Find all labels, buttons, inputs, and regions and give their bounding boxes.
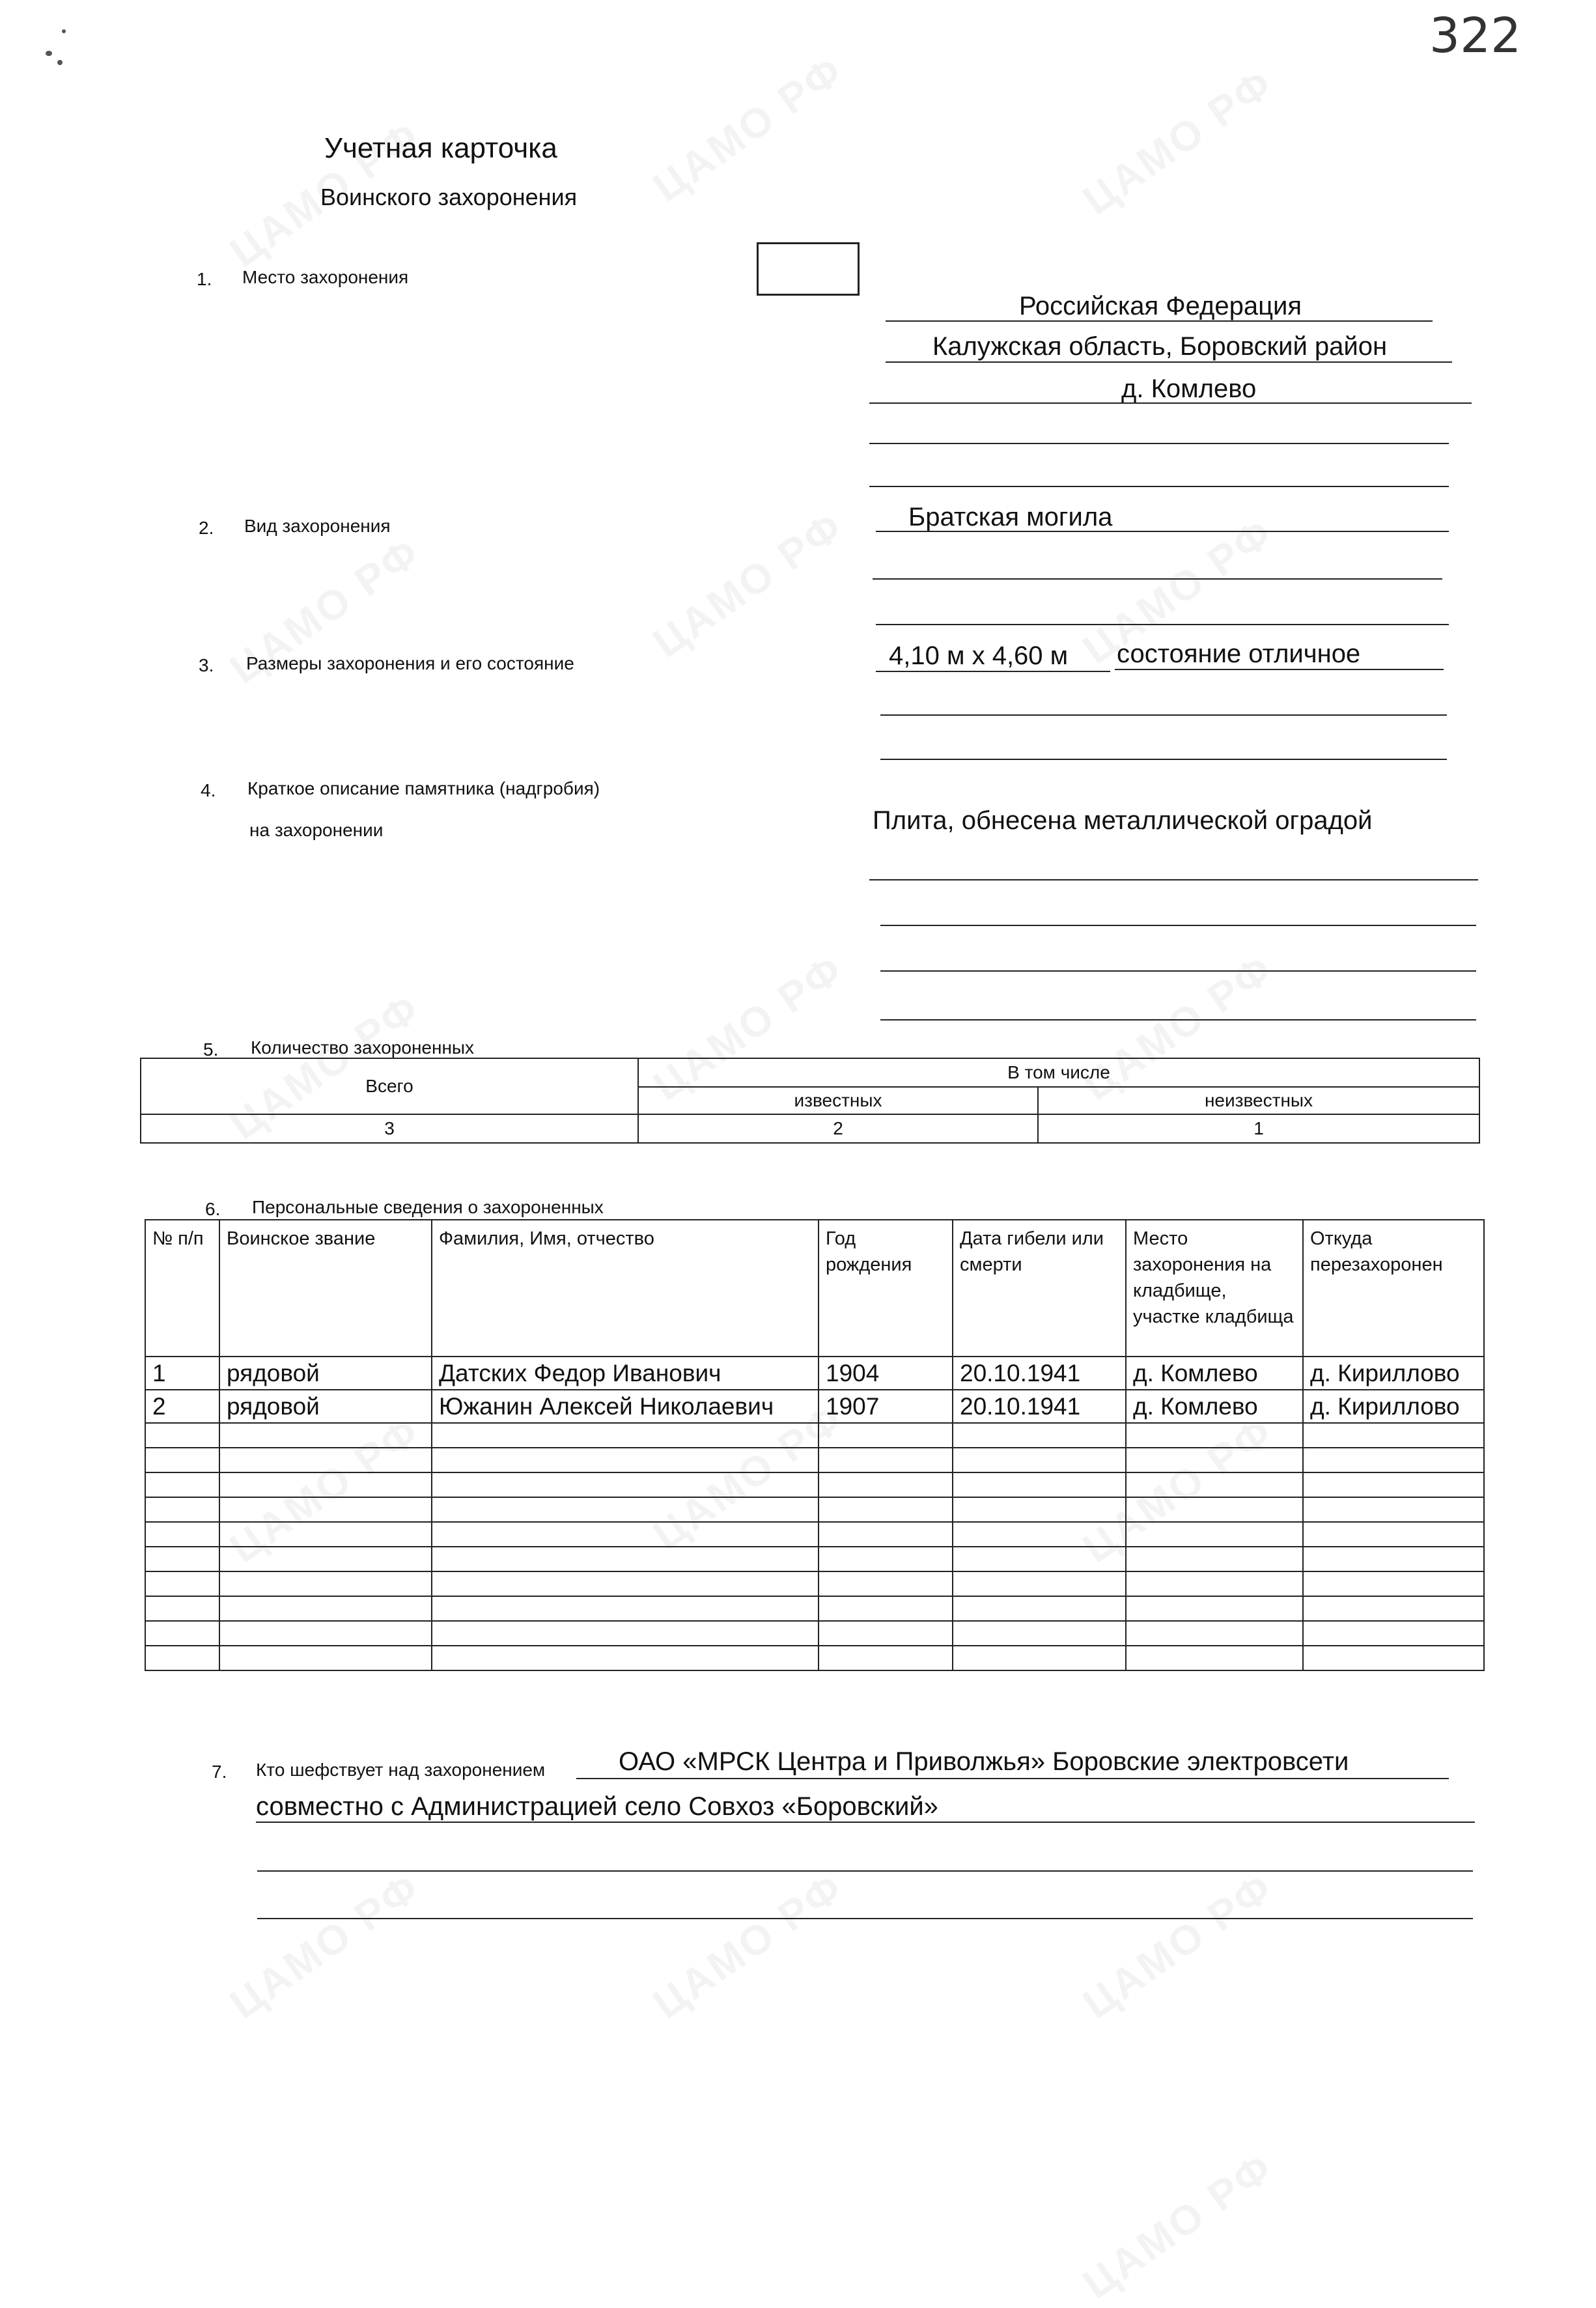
row-place: д. Комлево	[1126, 1357, 1303, 1390]
scan-speck	[46, 51, 52, 56]
patron-line2: совместно с Администрацией село Совхоз «Боровский»	[256, 1792, 938, 1821]
form-line	[876, 624, 1449, 625]
buried-count-table	[140, 1058, 1480, 1144]
row-birth: 1904	[819, 1357, 953, 1390]
row-from: д. Кириллово	[1303, 1390, 1484, 1423]
header-unknown: неизвестных	[1038, 1087, 1479, 1114]
section3-number: 3.	[199, 655, 214, 675]
table-row	[145, 1390, 1484, 1423]
section1-label: Место захоронения	[242, 267, 409, 287]
burial-type-value: Братская могила	[908, 503, 1113, 531]
section4-number: 4.	[201, 780, 216, 800]
form-line	[1115, 669, 1444, 670]
unknown-count: 1	[1038, 1114, 1479, 1143]
burial-state-value: состояние отличное	[1117, 640, 1361, 668]
card-title: Учетная карточка	[324, 132, 557, 164]
row-death: 20.10.1941	[953, 1357, 1126, 1390]
section5-label: Количество захороненных	[251, 1037, 475, 1058]
watermark	[1074, 2143, 1282, 2308]
form-line	[880, 925, 1476, 926]
col-from-header: Откуда перезахоронен	[1303, 1220, 1484, 1357]
section1-number: 1.	[197, 269, 212, 289]
form-line	[576, 1778, 1449, 1779]
form-line	[257, 1918, 1473, 1919]
col-birth-header: Год рождения	[819, 1220, 953, 1357]
row-name: Южанин Алексей Николаевич	[432, 1390, 819, 1423]
form-line	[886, 361, 1452, 363]
watermark	[644, 501, 852, 668]
watermark	[644, 1863, 852, 2029]
header-including: В том числе	[638, 1058, 1479, 1087]
watermark	[221, 1863, 429, 2029]
empty-row	[145, 1423, 1484, 1448]
header-total: Всего	[141, 1058, 638, 1114]
patron-line1: ОАО «МРСК Центра и Приволжья» Боровские электровсети	[619, 1747, 1349, 1776]
col-place-header: Место захоронения на кладбище, участке кладбища	[1126, 1220, 1303, 1357]
form-line	[880, 970, 1476, 972]
form-line	[869, 443, 1449, 444]
section2-number: 2.	[199, 518, 214, 538]
form-line	[876, 531, 1449, 532]
watermark	[1074, 1863, 1282, 2029]
empty-row	[145, 1547, 1484, 1571]
form-line	[873, 578, 1442, 580]
col-rank-header: Воинское звание	[219, 1220, 432, 1357]
burial-country: Российская Федерация	[1019, 292, 1302, 320]
section5-number: 5.	[203, 1039, 219, 1060]
form-line	[880, 759, 1447, 760]
row-birth: 1907	[819, 1390, 953, 1423]
burial-region: Калужская область, Боровский район	[932, 332, 1388, 361]
empty-row	[145, 1571, 1484, 1596]
form-line	[869, 879, 1478, 880]
empty-row	[145, 1522, 1484, 1547]
row-death: 20.10.1941	[953, 1390, 1126, 1423]
section6-number: 6.	[205, 1199, 221, 1219]
monument-description-value: Плита, обнесена металлической оградой	[873, 806, 1373, 835]
page-number: 322	[1429, 8, 1522, 64]
registration-number-box	[757, 242, 860, 296]
form-line	[869, 402, 1472, 404]
total-count: 3	[141, 1114, 638, 1143]
col-death-header: Дата гибели или смерти	[953, 1220, 1126, 1357]
scan-speck	[57, 60, 63, 65]
row-name: Датских Федор Иванович	[432, 1357, 819, 1390]
watermark	[1074, 59, 1282, 225]
burial-village: д. Комлево	[1121, 374, 1257, 403]
section7-number: 7.	[212, 1762, 227, 1782]
section4-label: Краткое описание памятника (надгробия)	[247, 778, 600, 798]
header-known: известных	[638, 1087, 1038, 1114]
form-line	[256, 1822, 1475, 1823]
row-rank: рядовой	[219, 1390, 432, 1423]
empty-row	[145, 1472, 1484, 1497]
form-line	[257, 1870, 1473, 1872]
row-rank: рядовой	[219, 1357, 432, 1390]
empty-row	[145, 1596, 1484, 1621]
empty-row	[145, 1448, 1484, 1472]
form-line	[886, 320, 1433, 322]
card-subtitle: Воинского захоронения	[320, 184, 578, 210]
row-number: 2	[145, 1390, 219, 1423]
section6-label: Персональные сведения о захороненных	[252, 1197, 604, 1217]
row-number: 1	[145, 1357, 219, 1390]
form-line	[880, 714, 1447, 716]
section7-label: Кто шефствует над захоронением	[256, 1760, 546, 1780]
form-line	[876, 671, 1110, 672]
section4-label-cont: на захоронении	[249, 820, 384, 840]
buried-persons-table	[145, 1219, 1485, 1671]
col-name-header: Фамилия, Имя, отчество	[432, 1220, 819, 1357]
scan-speck	[62, 29, 66, 33]
empty-row	[145, 1621, 1484, 1646]
table-row	[145, 1357, 1484, 1390]
empty-row	[145, 1497, 1484, 1522]
section2-label: Вид захоронения	[244, 516, 391, 536]
form-line	[869, 486, 1449, 487]
known-count: 2	[638, 1114, 1038, 1143]
watermark	[644, 46, 852, 212]
form-line	[880, 1019, 1476, 1020]
burial-size-value: 4,10 м х 4,60 м	[889, 641, 1069, 670]
col-number-header: № п/п	[145, 1220, 219, 1357]
row-from: д. Кириллово	[1303, 1357, 1484, 1390]
row-place: д. Комлево	[1126, 1390, 1303, 1423]
section3-label: Размеры захоронения и его состояние	[246, 653, 574, 673]
empty-row	[145, 1646, 1484, 1670]
